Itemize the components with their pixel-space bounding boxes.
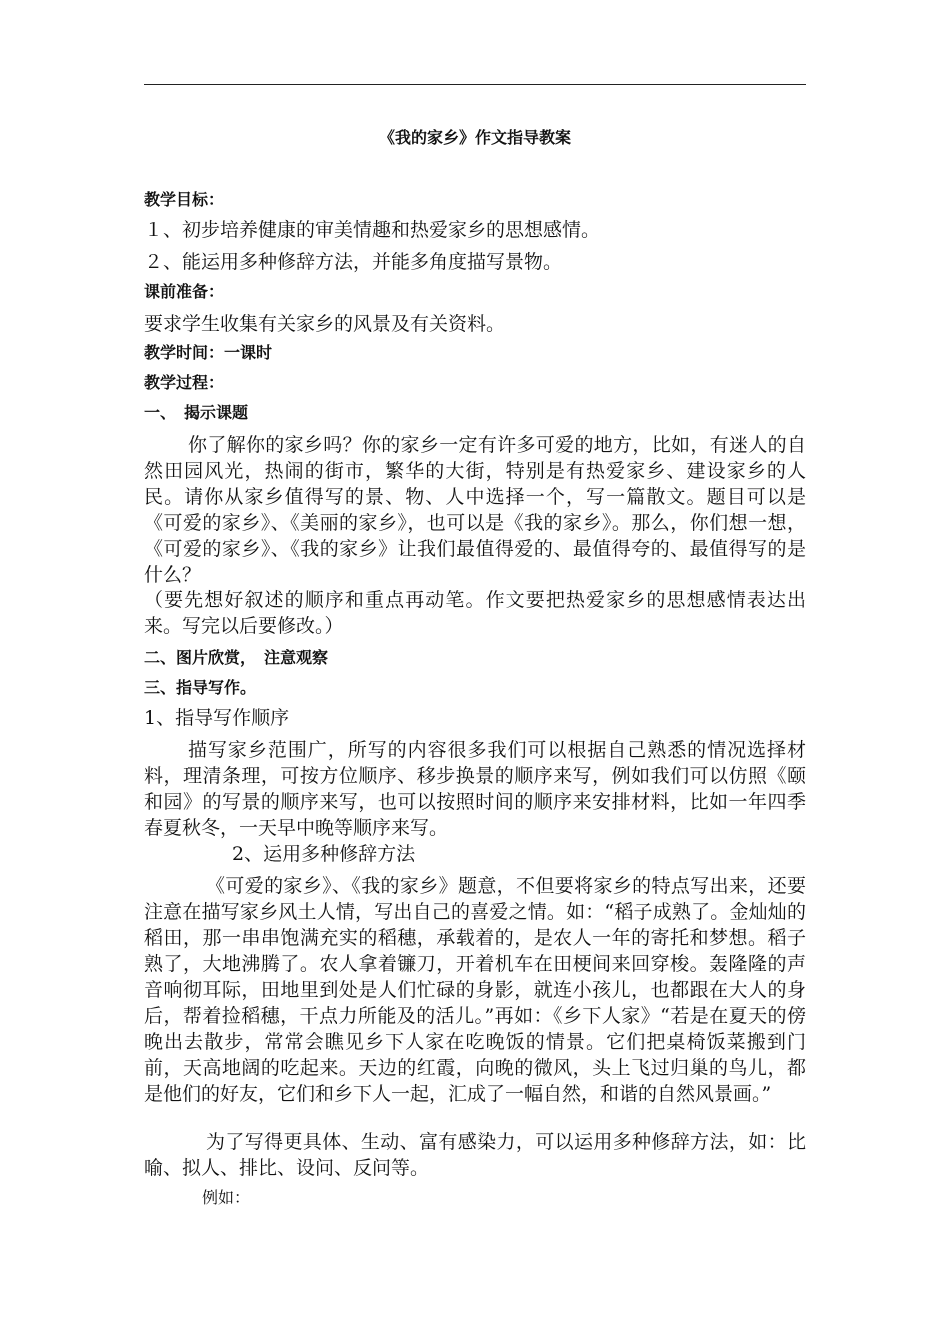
sub1-heading: 1、指导写作顺序 <box>144 707 290 729</box>
goals-heading: 教学目标： <box>144 190 225 209</box>
prep-heading: 课前准备： <box>144 282 225 301</box>
step1-paragraph: 你了解你的家乡吗？你的家乡一定有许多可爱的地方，比如，有迷人的自然田园风光，热闹的街市，繁华的大街，特别是有热爱家乡、建设家乡的人民。请你从家乡值得写的景、物、人中选择一个，写一篇散文。题目可以是《可爱的家乡》、《美丽的家乡》，也可以是《我的家乡》。那么，你们想一想，《可爱的家乡》、《我的家乡》让我们最值得爱的、最值得夸的、最值得写的是什么？ <box>144 434 806 586</box>
time-heading: 教学时间：一课时 <box>144 343 273 362</box>
goal-item-2: ２、能运用多种修辞方法，并能多角度描写景物。 <box>144 251 563 273</box>
step1-heading: 一、 揭示课题 <box>144 403 249 422</box>
step1-note: （要先想好叙述的顺序和重点再动笔。作文要把热爱家乡的思想感情表达出来。写完以后要修改。） <box>144 589 806 637</box>
goal-item-1: １、初步培养健康的审美情趣和热爱家乡的思想感情。 <box>144 219 601 241</box>
prep-text: 要求学生收集有关家乡的风景及有关资料。 <box>144 313 506 335</box>
sub1-paragraph: 描写家乡范围广，所写的内容很多我们可以根据自己熟悉的情况选择材料，理清条理，可按方位顺序、移步换景的顺序来写，例如我们可以仿照《颐和园》的写景的顺序来写，也可以按照时间的顺序来安排材料，比如一年四季春夏秋冬，一天早中晚等顺序来写。 <box>144 739 806 839</box>
document-title: 《我的家乡》作文指导教案 <box>378 128 571 147</box>
sub2-paragraph: 《可爱的家乡》、《我的家乡》题意，不但要将家乡的特点写出来，还要注意在描写家乡风土人情，写出自己的喜爱之情。如：“稻子成熟了。金灿灿的稻田，那一串串饱满充实的稻穗，承载着的，是农人一年的寄托和梦想。稻子熟了，大地沸腾了。农人拿着镰刀，开着机车在田梗间来回穿梭。轰隆隆的声音响彻耳际，田地里到处是人们忙碌的身影，就连小孩儿，也都跟在大人的身后，帮着捡稻穗，干点力所能及的活儿。”再如：《乡下人家》“若是在夏天的傍晚出去散步，常常会瞧见乡下人家在吃晚饭的情景。它们把桌椅饭菜搬到门前，天高地阔的吃起来。天边的红霞，向晚的微风，头上飞过归巢的鸟儿，都是他们的好友，它们和乡下人一起，汇成了一幅自然，和谐的自然风景画。” <box>144 875 806 1105</box>
example-label: 例如： <box>202 1188 251 1207</box>
process-heading: 教学过程： <box>144 373 225 392</box>
rhetoric-paragraph: 为了写得更具体、生动、富有感染力，可以运用多种修辞方法，如：比喻、拟人、排比、设问、反问等。 <box>144 1131 806 1179</box>
step2-heading: 二、图片欣赏， 注意观察 <box>144 648 329 667</box>
sub2-heading: 2、运用多种修辞方法 <box>232 843 416 865</box>
header-rule <box>144 84 806 85</box>
step3-heading: 三、指导写作。 <box>144 678 257 697</box>
